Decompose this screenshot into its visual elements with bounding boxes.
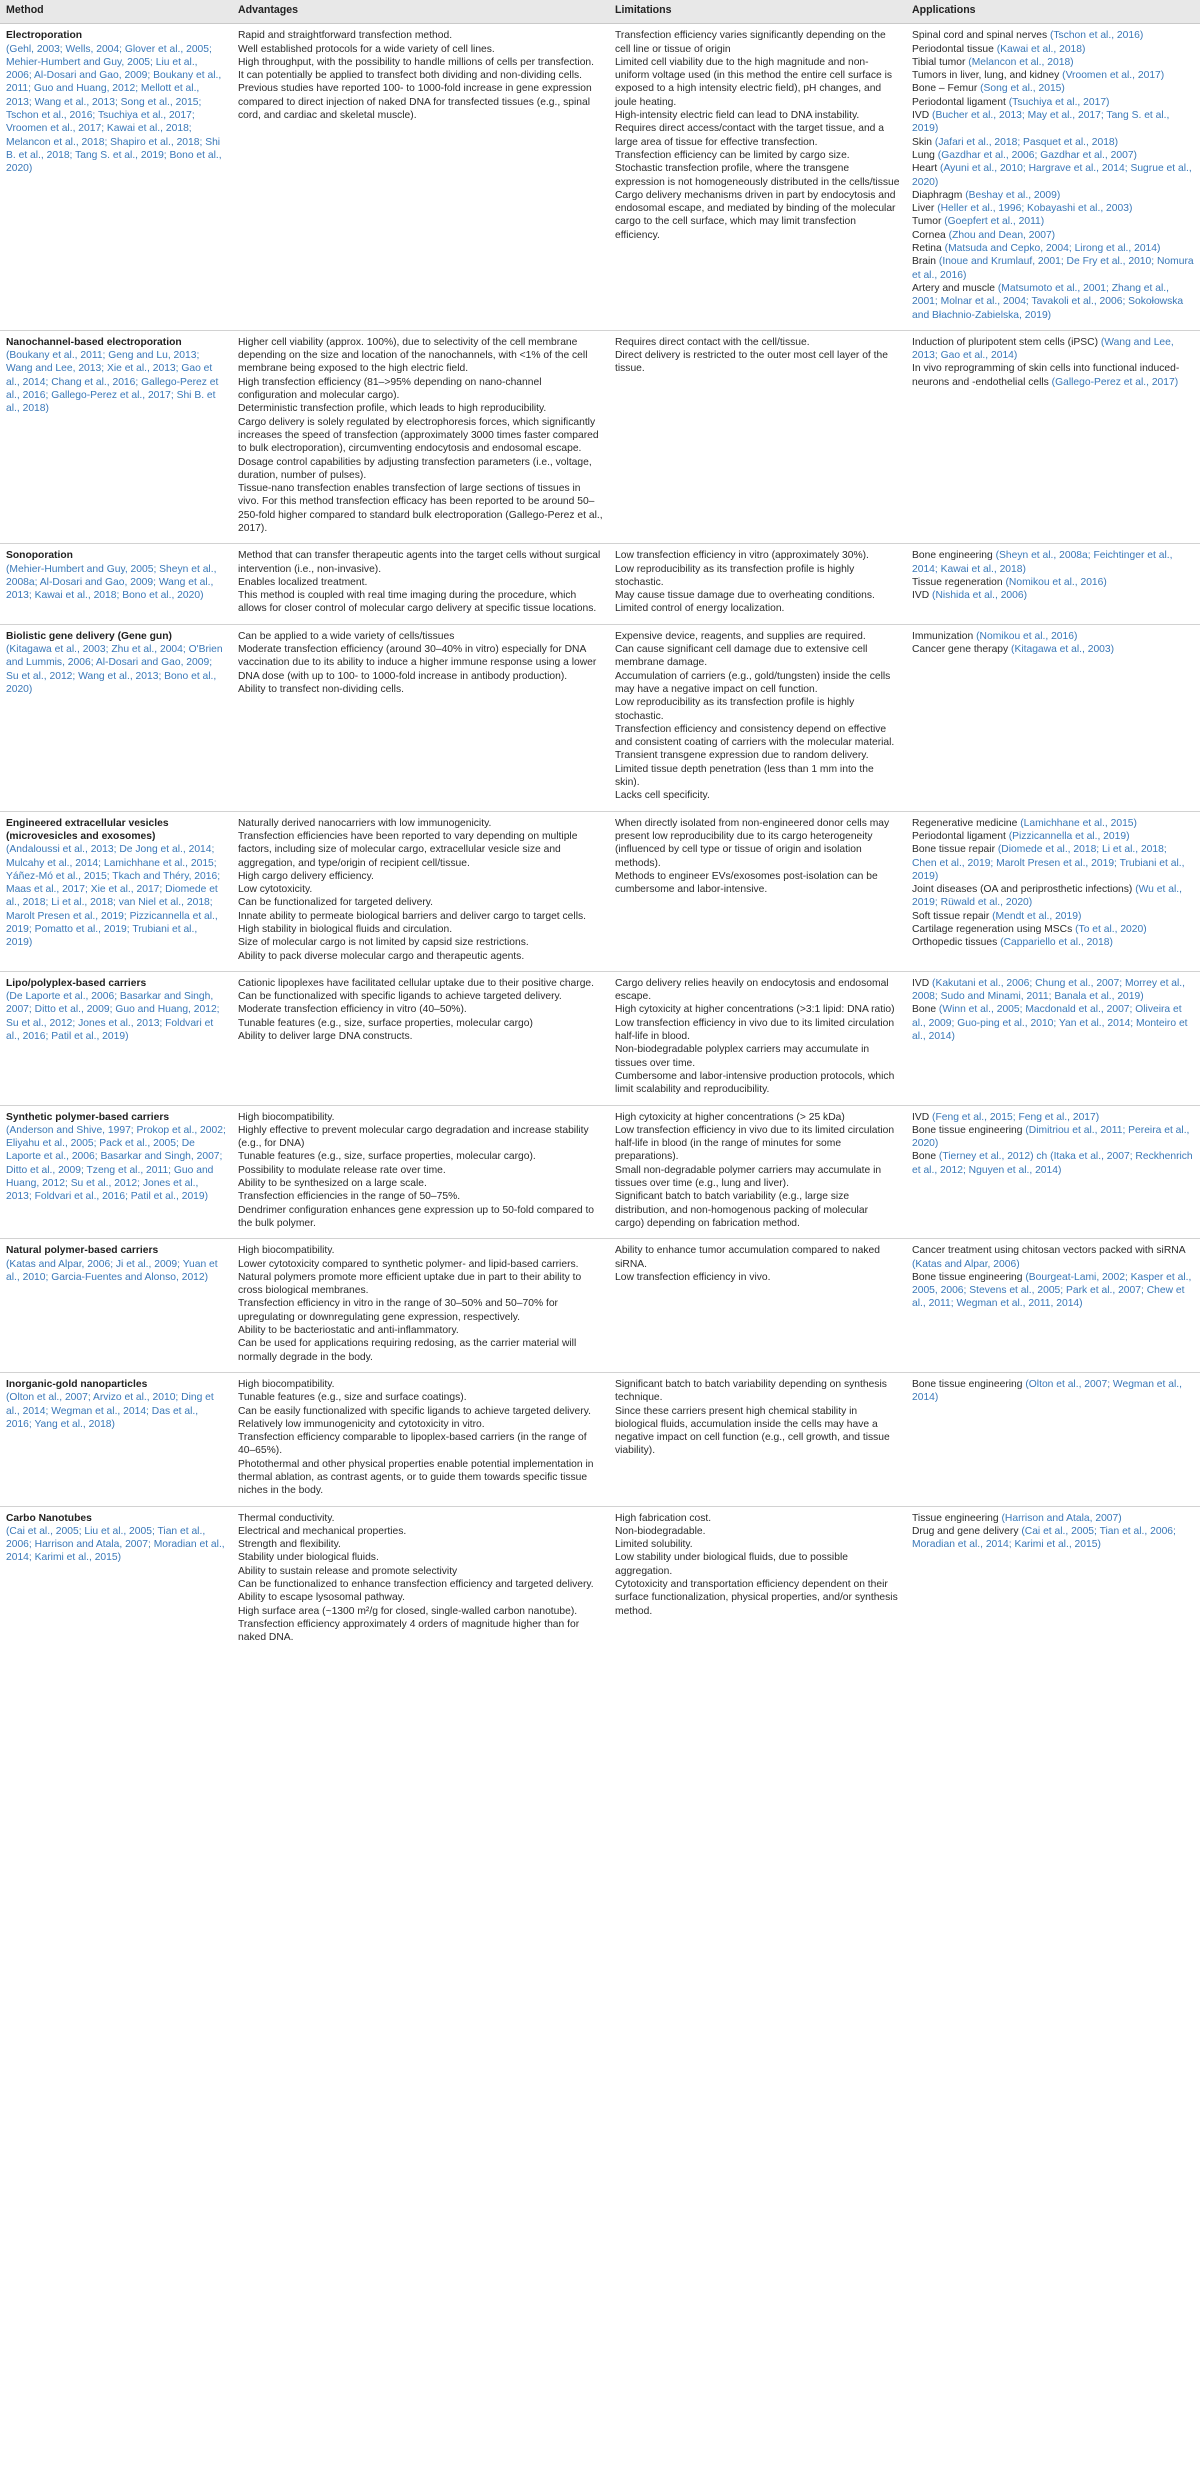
limitations-cell [609, 1372, 906, 1506]
application-name: Cancer treatment using chitosan vectors packed with siRNA [912, 1245, 1185, 1257]
limitations-cell [609, 1105, 906, 1239]
advantage-item: Moderate transfection efficiency in vitro (40–50%). [238, 1004, 467, 1016]
table-row [0, 624, 1200, 811]
application-item [912, 1525, 1194, 1552]
limitation-item: Transfection efficiency can be limited by cargo size. [615, 149, 850, 161]
limitation-item: High cytoxicity at higher concentrations (>3:1 lipid: DNA ratio) [615, 1004, 895, 1016]
application-reference: (Kitagawa et al., 2003) [1011, 644, 1115, 656]
application-name: Skin [912, 136, 935, 148]
advantage-item: Ability to escape lysosomal pathway. [238, 1592, 405, 1604]
method-references: (Anderson and Shive, 1997; Prokop et al., 2002; Eliyahu et al., 2005; Pack et al., 2005; De Laporte et al., 2006; Basarkar and Singh, 2007; Ditto et al., 2009; Tzeng et al., 2011; Guo and Huang, 2012; Su et al., 2012; Jones et al., 2013; Foldvari et al., 2016; Patil et al., 2019) [6, 1124, 226, 1203]
application-reference: (Kawai et al., 2018) [996, 43, 1086, 55]
application-name: Periodontal ligament [912, 96, 1009, 108]
application-name: Cancer gene therapy [912, 644, 1012, 656]
method-cell [0, 624, 232, 811]
application-reference: (Sheyn et al., 2008a; Feichtinger et al., 2014; Kawai et al., 2018) [912, 550, 1173, 575]
application-item [912, 109, 1194, 136]
application-name: Tibial tumor [912, 56, 969, 68]
advantage-item: Can be functionalized for targeted delivery. [238, 897, 433, 909]
application-name: Tumors in liver, lung, and kidney [912, 70, 1063, 82]
limitation-item: Significant batch to batch variability depending on synthesis technique. [615, 1378, 887, 1404]
application-name: Bone engineering [912, 550, 996, 562]
advantage-item: Ability to be synthesized on a large scale. [238, 1178, 427, 1190]
advantages-cell [232, 971, 609, 1105]
application-name: IVD [912, 977, 933, 989]
application-item [912, 1150, 1194, 1177]
application-reference: (Melancon et al., 2018) [968, 56, 1074, 68]
table-row [0, 1105, 1200, 1239]
application-reference: (Nomikou et al., 2016) [976, 630, 1078, 642]
limitation-item: Limited control of energy localization. [615, 603, 785, 615]
application-name: Bone [912, 1151, 939, 1163]
limitations-cell [609, 24, 906, 331]
applications-cell [906, 1506, 1200, 1652]
application-item [912, 630, 1194, 643]
applications-cell [906, 544, 1200, 624]
application-item [912, 189, 1194, 202]
advantage-item: Low cytotoxicity. [238, 884, 313, 896]
method-cell [0, 1372, 232, 1506]
limitation-item: Lacks cell specificity. [615, 790, 710, 802]
advantage-item: Higher cell viability (approx. 100%), due to selectivity of the cell membrane depending on the size and location of the nanochannels, with <1% of the cell membrane being exposed to the high electric field. [238, 336, 588, 375]
advantage-item: Ability to transfect non-dividing cells. [238, 683, 404, 695]
application-name: Lung [912, 149, 938, 161]
limitations-cell [609, 1506, 906, 1652]
advantage-item: Cationic lipoplexes have facilitated cellular uptake due to their positive charge. [238, 977, 595, 989]
application-item [912, 255, 1194, 282]
application-item [912, 883, 1194, 910]
advantage-item: It can potentially be applied to transfect both dividing and non-dividing cells. [238, 70, 583, 82]
application-reference: (Beshay et al., 2009) [965, 189, 1061, 201]
application-name: IVD [912, 590, 933, 602]
method-references: (Katas and Alpar, 2006; Ji et al., 2009; Yuan et al., 2010; Garcia-Fuentes and Alonso, 2012) [6, 1258, 218, 1283]
application-name: Soft tissue repair [912, 910, 993, 922]
limitation-item: Low transfection efficiency in vivo due to its limited circulation half-life in blood. [615, 1017, 895, 1043]
applications-cell [906, 624, 1200, 811]
application-reference: (Gallego-Perez et al., 2017) [1051, 376, 1179, 388]
limitation-item: When directly isolated from non-engineered donor cells may present low reproducibility due to its cargo heterogeneity (influenced by cell type or tissue of origin and isolation methods). [615, 817, 890, 869]
application-item [912, 362, 1194, 389]
method-cell [0, 1239, 232, 1373]
application-reference: (Winn et al., 2005; Macdonald et al., 2007; Oliveira et al., 2009; Guo-ping et al., 2010; Yan et al., 2014; Monteiro et al., 2014) [912, 1004, 1188, 1043]
advantage-item: Transfection efficiency approximately 4 orders of magnitude higher than for naked DNA. [238, 1618, 580, 1644]
advantages-cell [232, 811, 609, 971]
application-item [912, 202, 1194, 215]
application-item [912, 843, 1194, 883]
limitation-item: Non-biodegradable polyplex carriers may accumulate in tissues over time. [615, 1044, 870, 1069]
limitations-cell [609, 330, 906, 543]
application-reference: (Inoue and Krumlauf, 2001; De Fry et al., 2010; Nomura et al., 2016) [912, 256, 1194, 281]
application-reference: (Kakutani et al., 2006; Chung et al., 2007; Morrey et al., 2008; Sudo and Minami, 2011; Banala et al., 2019) [912, 977, 1186, 1003]
application-reference: (Katas and Alpar, 2006) [912, 1258, 1020, 1270]
application-reference: (Tschon et al., 2016) [1049, 30, 1144, 42]
limitation-item: High cytoxicity at higher concentrations (> 25 kDa) [615, 1111, 845, 1123]
application-item [912, 936, 1194, 949]
method-cell [0, 811, 232, 971]
application-item [912, 1244, 1194, 1271]
applications-cell [906, 1239, 1200, 1373]
advantage-item: Method that can transfer therapeutic agents into the target cells without surgical intervention (i.e., non-invasive). [238, 550, 601, 575]
table-row [0, 971, 1200, 1105]
method-references: (Cai et al., 2005; Liu et al., 2005; Tian et al., 2006; Harrison and Atala, 2007; Moradian et al., 2014; Karimi et al., 2015) [6, 1525, 225, 1564]
limitation-item: Low stability under biological fluids, due to possible aggregation. [615, 1552, 848, 1577]
application-item [912, 1271, 1194, 1311]
limitation-item: Since these carriers present high chemical stability in biological fluids, accumulation inside the cells may have a negative impact on cell function (e.g., cell growth, and tissue viability). [615, 1405, 890, 1457]
application-item [912, 82, 1194, 95]
advantage-item: Thermal conductivity. [238, 1512, 335, 1524]
advantage-item: Ability to sustain release and promote selectivity [238, 1565, 458, 1577]
application-item [912, 242, 1194, 255]
advantage-item: Transfection efficiencies in the range of 50–75%. [238, 1191, 461, 1203]
method-name: Electroporation [6, 30, 83, 42]
application-reference: (Matsuda and Cepko, 2004; Lirong et al., 2014) [944, 243, 1161, 255]
limitation-item: Expensive device, reagents, and supplies are required. [615, 630, 866, 642]
advantage-item: High transfection efficiency (81–>95% depending on nano-channel configuration and molecular cargo). [238, 376, 542, 402]
limitation-item: Ability to enhance tumor accumulation compared to naked siRNA. [615, 1245, 881, 1270]
application-item [912, 69, 1194, 82]
application-name: Liver [912, 203, 938, 215]
application-reference: (Nomikou et al., 2016) [1005, 576, 1107, 588]
method-cell [0, 1506, 232, 1652]
application-item [912, 817, 1194, 830]
advantage-item: Highly effective to prevent molecular cargo degradation and increase stability (e.g., for DNA) [238, 1124, 589, 1150]
method-references: (Gehl, 2003; Wells, 2004; Glover et al., 2005; Mehier-Humbert and Guy, 2005; Liu et al., 2006; Al-Dosari and Gao, 2009; Boukany et al., 2011; Guo and Huang, 2012; Mellott et al., 2013; Wang et al., 2013; Song et al., 2015; Tschon et al., 2016; Tsuchiya et al., 2017; Vroomen et al., 2017; Kawai et al., 2018; Melancon et al., 2018; Shapiro et al., 2018; Shi B. et al., 2018; Tang S. et al., 2019; Bono et al., 2020) [6, 43, 222, 175]
method-name: Carbo Nanotubes [6, 1512, 92, 1524]
method-cell [0, 544, 232, 624]
advantage-item: High biocompatibility. [238, 1111, 335, 1123]
application-name: Cornea [912, 229, 949, 241]
application-reference: (Diomede et al., 2018; Li et al., 2018; Chen et al., 2019; Marolt Presen et al., 2019; Trubiani et al., 2019) [912, 844, 1185, 882]
limitation-item: Low reproducibility as its transfection profile is highly stochastic. [615, 563, 855, 588]
advantage-item: High throughput, with the possibility to handle millions of cells per transfection. [238, 56, 595, 68]
application-name: Diaphragm [912, 189, 966, 201]
applications-cell [906, 811, 1200, 971]
advantages-cell [232, 624, 609, 811]
limitations-cell [609, 811, 906, 971]
method-references: (Andaloussi et al., 2013; De Jong et al., 2014; Mulcahy et al., 2014; Lamichhane et al., 2015; Yáñez-Mó et al., 2015; Tkach and Théry, 2016; Maas et al., 2017; Xie et al., 2017; Diomede et al., 2018; Li et al., 2018; van Niel et al., 2018; Marolt Presen et al., 2019; Pizzicannella et al., 2019; Pomatto et al., 2019; Trubiani et al., 2019) [6, 844, 221, 949]
limitation-item: Limited cell viability due to the high magnitude and non-uniform voltage used (in this method the entire cell surface is exposed to a high intensity electric field), pH changes, and joule heating. [615, 56, 893, 108]
advantage-item: Can be used for applications requiring redosing, as the carrier material will normally degrade in the body. [238, 1338, 577, 1363]
table-row [0, 544, 1200, 624]
advantage-item: Naturally derived nanocarriers with low immunogenicity. [238, 817, 492, 829]
method-name: Synthetic polymer-based carriers [6, 1111, 170, 1123]
application-name: Cartilage regeneration using MSCs [912, 924, 1076, 935]
applications-cell [906, 1105, 1200, 1239]
table-header-row [0, 0, 1200, 24]
application-name: In vivo reprogramming of skin cells into functional induced-neurons and -endothelial cells [912, 363, 1180, 388]
advantage-item: Can be easily functionalized with specific ligands to achieve targeted delivery. [238, 1405, 591, 1417]
application-name: Tumor [912, 216, 945, 228]
table-row [0, 1372, 1200, 1506]
application-name: Bone [912, 1004, 939, 1016]
advantage-item: Can be functionalized to enhance transfection efficiency and targeted delivery. [238, 1579, 594, 1591]
application-reference: (Mendt et al., 2019) [992, 910, 1082, 922]
advantage-item: Rapid and straightforward transfection method. [238, 30, 453, 42]
advantage-item: Tissue-nano transfection enables transfection of large sections of tissues in vivo. For this method transfection efficacy has been reported to be around 50–250-fold higher compared to standard bulk electroporation (Gallego-Perez et al., 2017). [238, 483, 603, 534]
table-row [0, 1506, 1200, 1652]
application-name: Retina [912, 243, 945, 255]
limitation-item: Transfection efficiency varies significantly depending on the cell line or tissue of origin [615, 30, 886, 55]
advantages-cell [232, 24, 609, 331]
limitation-item: Requires direct access/contact with the target tissue, and a large area of tissue for effective transfection. [615, 123, 885, 148]
application-name: Immunization [912, 630, 977, 642]
application-name: Drug and gene delivery [912, 1525, 1022, 1537]
advantage-item: Lower cytotoxicity compared to synthetic polymer- and lipid-based carriers. [238, 1258, 579, 1270]
limitation-item: Transfection efficiency and consistency depend on effective and consistent coating of carriers with the molecular material. [615, 723, 895, 749]
advantage-item: High biocompatibility. [238, 1245, 335, 1257]
method-name: Nanochannel-based electroporation [6, 336, 182, 348]
application-reference: (Nishida et al., 2006) [932, 590, 1028, 602]
application-reference: (Ayuni et al., 2010; Hargrave et al., 2014; Sugrue et al., 2020) [912, 163, 1192, 188]
limitation-item: Limited tissue depth penetration (less than 1 mm into the skin). [615, 763, 874, 789]
method-references: (Kitagawa et al., 2003; Zhu et al., 2004; O'Brien and Lummis, 2006; Al-Dosari and Gao, 2009; Su et al., 2012; Wang et al., 2013; Bono et al., 2020) [6, 644, 223, 695]
application-reference: (Matsumoto et al., 2001; Zhang et al., 2001; Molnar et al., 2004; Tavakoli et al., 2006; Sokołowska and Błachnio-Zabielska, 2019) [912, 282, 1184, 321]
application-item [912, 910, 1194, 923]
application-reference: (Wang and Lee, 2013; Gao et al., 2014) [912, 336, 1174, 362]
application-reference: (Dimitriou et al., 2011; Pereira et al., 2020) [912, 1124, 1190, 1150]
advantage-item: Stability under biological fluids. [238, 1552, 379, 1564]
advantage-item: Photothermal and other physical properties enable potential implementation in thermal ablation, as contrast agents, or to guide them towards specific tissue niches in the body. [238, 1458, 594, 1497]
application-item [912, 830, 1194, 843]
method-cell [0, 330, 232, 543]
header-method: Method [0, 0, 232, 24]
advantage-item: Ability to pack diverse molecular cargo and therapeutic agents. [238, 950, 525, 962]
application-reference: (Wu et al., 2019; Rüwald et al., 2020) [912, 884, 1182, 909]
limitations-cell [609, 1239, 906, 1373]
application-name: IVD [912, 1111, 933, 1123]
advantage-item: Well established protocols for a wide variety of cell lines. [238, 43, 495, 55]
method-cell [0, 971, 232, 1105]
advantage-item: High stability in biological fluids and circulation. [238, 924, 453, 935]
application-name: Bone tissue engineering [912, 1271, 1026, 1283]
application-item [912, 589, 1194, 602]
application-name: Regenerative medicine [912, 817, 1021, 829]
application-name: Joint diseases (OA and periprosthetic infections) [912, 884, 1136, 896]
application-name: Periodontal ligament [912, 830, 1009, 842]
advantage-item: Natural polymers promote more efficient uptake due in part to their ability to cross biological membranes. [238, 1271, 582, 1297]
application-name: Bone tissue engineering [912, 1124, 1026, 1136]
limitation-item: Can cause significant cell damage due to extensive cell membrane damage. [615, 644, 868, 669]
application-reference: (Cappariello et al., 2018) [1000, 937, 1113, 949]
application-item [912, 923, 1194, 936]
application-reference: (Tierney et al., 2012) ch (Itaka et al., 2007; Reckhenrich et al., 2012; Nguyen et al., 2014) [912, 1151, 1193, 1176]
application-item [912, 643, 1194, 656]
limitation-item: Transient transgene expression due to random delivery. [615, 750, 869, 762]
limitation-item: Methods to engineer EVs/exosomes post-isolation can be cumbersome and labor-intensive. [615, 870, 878, 896]
application-item [912, 56, 1194, 69]
application-reference: (Bourgeat-Lami, 2002; Kasper et al., 2005, 2006; Stevens et al., 2005; Park et al., 2007; Chew et al., 2011; Wegman et al., 2011, 2014) [912, 1271, 1192, 1310]
advantage-item: This method is coupled with real time imaging during the procedure, which allows for closer control of molecular cargo delivery at specific tissue locations. [238, 590, 597, 615]
table-body [0, 24, 1200, 1653]
application-reference: (To et al., 2020) [1075, 924, 1147, 935]
application-item [912, 29, 1194, 42]
application-item [912, 215, 1194, 228]
limitations-cell [609, 971, 906, 1105]
advantage-item: Dosage control capabilities by adjusting transfection parameters (i.e., voltage, duration, number of pulses). [238, 456, 592, 481]
method-cell [0, 1105, 232, 1239]
header-applications: Applications [906, 0, 1200, 24]
application-reference: (Goepfert et al., 2011) [944, 216, 1045, 228]
method-references: (Olton et al., 2007; Arvizo et al., 2010; Ding et al., 2014; Wegman et al., 2014; Das et al., 2016; Yang et al., 2018) [6, 1392, 214, 1430]
advantage-item: Deterministic transfection profile, which leads to high reproducibility. [238, 403, 547, 415]
method-references: (Boukany et al., 2011; Geng and Lu, 2013; Wang and Lee, 2013; Xie et al., 2013; Gao et al., 2014; Chang et al., 2016; Gallego-Perez et al., 2016; Gallego-Perez et al., 2017; Shi B. et al., 2018) [6, 350, 219, 415]
limitation-item: Cargo delivery mechanisms driven in part by endocytosis and endosomal escape, and mediated by binding of the molecular cargo to the cell surface, which may limit transfection efficiency. [615, 189, 896, 241]
advantage-item: Size of molecular cargo is not limited by capsid size restrictions. [238, 937, 529, 949]
applications-cell [906, 24, 1200, 331]
application-reference: (Lamichhane et al., 2015) [1020, 817, 1137, 829]
application-reference: (Harrison and Atala, 2007) [1001, 1512, 1122, 1524]
advantage-item: Moderate transfection efficiency (around 30–40% in vitro) especially for DNA vaccination due to its ability to induce a higher immune response using a lower DNA dose (with up to 100- to 1000-fold increase in antibody production). [238, 644, 597, 682]
limitation-item: Requires direct contact with the cell/tissue. [615, 336, 810, 348]
advantage-item: Enables localized treatment. [238, 576, 368, 588]
advantage-item: Relatively low immunogenicity and cytotoxicity in vitro. [238, 1418, 485, 1430]
application-item [912, 43, 1194, 56]
limitation-item: Low transfection efficiency in vitro (approximately 30%). [615, 550, 869, 562]
advantage-item: High surface area (~1300 m²/g for closed, single-walled carbon nanotube). [238, 1605, 578, 1617]
application-reference: (Song et al., 2015) [980, 83, 1065, 95]
applications-cell [906, 1372, 1200, 1506]
limitation-item: Cytotoxicity and transportation efficiency dependent on their surface functionalization, physical properties, and/or synthesis method. [615, 1579, 898, 1617]
limitation-item: Cumbersome and labor-intensive production protocols, which limit scalability and reproducibility. [615, 1070, 895, 1096]
application-item [912, 1003, 1194, 1043]
advantage-item: Tunable features (e.g., size, surface properties, molecular cargo) [238, 1017, 533, 1029]
application-name: Periodontal tissue [912, 43, 997, 55]
limitation-item: Small non-degradable polymer carriers may accumulate in tissues over time (e.g., lung and liver). [615, 1164, 882, 1190]
method-name: Inorganic-gold nanoparticles [6, 1378, 148, 1390]
application-item [912, 1378, 1194, 1405]
application-reference: (Feng et al., 2015; Feng et al., 2017) [932, 1111, 1100, 1123]
advantage-item: Ability to deliver large DNA constructs. [238, 1031, 413, 1043]
advantage-item: High cargo delivery efficiency. [238, 870, 374, 882]
application-name: IVD [912, 110, 933, 122]
application-name: Tissue engineering [912, 1512, 1002, 1524]
advantage-item: Possibility to modulate release rate over time. [238, 1164, 446, 1176]
application-reference: (Bucher et al., 2013; May et al., 2017; Tang S. et al., 2019) [912, 110, 1170, 135]
application-item [912, 549, 1194, 576]
limitation-item: Low transfection efficiency in vivo. [615, 1271, 771, 1283]
application-item [912, 229, 1194, 242]
advantage-item: Cargo delivery is solely regulated by electrophoresis forces, which significantly increases the speed of transfection (approximately 3000 times faster compared to bulk electroporation), circumventing endocytosis and endosomal escape. [238, 416, 599, 455]
application-reference: (Cai et al., 2005; Tian et al., 2006; Moradian et al., 2014; Karimi et al., 2015) [912, 1525, 1176, 1551]
header-advantages: Advantages [232, 0, 609, 24]
limitation-item: High-intensity electric field can lead to DNA instability. [615, 110, 860, 122]
application-item [912, 96, 1194, 109]
applications-cell [906, 971, 1200, 1105]
application-item [912, 977, 1194, 1004]
application-name: Orthopedic tissues [912, 937, 1001, 949]
application-item [912, 336, 1194, 363]
table-row [0, 811, 1200, 971]
advantage-item: Transfection efficiency in vitro in the range of 30–50% and 50–70% for upregulating or downregulating gene expression, respectively. [238, 1298, 558, 1323]
application-name: Heart [912, 163, 941, 175]
limitation-item: Low transfection efficiency in vivo due to its limited circulation half-life in blood (in the range of minutes for some preparations). [615, 1124, 895, 1163]
advantage-item: Electrical and mechanical properties. [238, 1525, 407, 1537]
limitation-item: Low reproducibility as its transfection profile is highly stochastic. [615, 697, 855, 722]
advantage-item: Previous studies have reported 100- to 1000-fold increase in gene expression compared to direct injection of naked DNA for transfected tissues (e.g., spinal cord, and cardiac and skeletal muscle). [238, 83, 592, 122]
header-limitations: Limitations [609, 0, 906, 24]
advantages-cell [232, 1506, 609, 1652]
advantages-cell [232, 544, 609, 624]
limitation-item: High fabrication cost. [615, 1512, 712, 1524]
application-name: Brain [912, 256, 939, 268]
advantage-item: Strength and flexibility. [238, 1539, 341, 1551]
application-name: Artery and muscle [912, 282, 998, 294]
advantage-item: Transfection efficiency comparable to lipoplex-based carriers (in the range of 40–65%). [238, 1432, 587, 1457]
application-reference: (Heller et al., 1996; Kobayashi et al., 2003) [937, 203, 1133, 215]
limitation-item: Stochastic transfection profile, where the transgene expression is not homogeneously distributed in the cells/tissue [615, 163, 900, 188]
limitation-item: Significant batch to batch variability (e.g., large size distribution, and non-homogenous packing of molecular cargo) depending on fabrication method. [615, 1191, 869, 1229]
application-item [912, 1124, 1194, 1151]
advantage-item: Dendrimer configuration enhances gene expression up to 50-fold compared to the bulk polymer. [238, 1204, 595, 1229]
advantages-cell [232, 1105, 609, 1239]
table-row [0, 330, 1200, 543]
limitation-item: Accumulation of carriers (e.g., gold/tungsten) inside the cells may have a negative impact on cell function. [615, 670, 891, 695]
limitation-item: May cause tissue damage due to overheating conditions. [615, 590, 875, 602]
advantages-cell [232, 330, 609, 543]
limitation-item: Non-biodegradable. [615, 1525, 706, 1537]
limitations-cell [609, 544, 906, 624]
application-name: Bone tissue repair [912, 844, 998, 856]
advantages-cell [232, 1372, 609, 1506]
limitation-item: Limited solubility. [615, 1539, 693, 1551]
method-cell [0, 24, 232, 331]
applications-cell [906, 330, 1200, 543]
application-name: Bone – Femur [912, 83, 981, 95]
advantage-item: Tunable features (e.g., size, surface properties, molecular cargo). [238, 1151, 536, 1163]
advantage-item: Can be functionalized with specific ligands to achieve targeted delivery. [238, 991, 562, 1003]
advantage-item: High biocompatibility. [238, 1378, 335, 1390]
application-reference: (Tsuchiya et al., 2017) [1008, 96, 1110, 108]
application-item [912, 162, 1194, 189]
application-reference: (Olton et al., 2007; Wegman et al., 2014) [912, 1378, 1182, 1404]
limitations-cell [609, 624, 906, 811]
limitation-item: Cargo delivery relies heavily on endocytosis and endosomal escape. [615, 977, 889, 1003]
method-name: Biolistic gene delivery (Gene gun) [6, 630, 172, 642]
application-reference: (Vroomen et al., 2017) [1062, 70, 1165, 82]
application-item [912, 1512, 1194, 1525]
application-reference: (Gazdhar et al., 2006; Gazdhar et al., 2007) [937, 149, 1137, 161]
application-item [912, 576, 1194, 589]
application-reference: (Zhou and Dean, 2007) [948, 229, 1056, 241]
table-row [0, 24, 1200, 331]
method-references: (Mehier-Humbert and Guy, 2005; Sheyn et al., 2008a; Al-Dosari and Gao, 2009; Wang et al., 2013; Kawai et al., 2018; Bono et al., 2020) [6, 563, 217, 602]
advantage-item: Innate ability to permeate biological barriers and deliver cargo to target cells. [238, 910, 586, 922]
advantage-item: Tunable features (e.g., size and surface coatings). [238, 1392, 467, 1404]
method-name: Engineered extracellular vesicles (microvesicles and exosomes) [6, 817, 169, 842]
application-name: Tissue regeneration [912, 576, 1006, 588]
application-name: Spinal cord and spinal nerves [912, 30, 1050, 42]
advantage-item: Transfection efficiencies have been reported to vary depending on multiple factors, including size of molecular cargo, extracellular vesicle size and aggregation, and type/origin of recipient cell/tissue. [238, 830, 578, 869]
application-name: Bone tissue engineering [912, 1378, 1026, 1390]
application-item [912, 136, 1194, 149]
method-name: Sonoporation [6, 550, 73, 562]
method-references: (De Laporte et al., 2006; Basarkar and Singh, 2007; Ditto et al., 2009; Guo and Huang, 2012; Su et al., 2012; Jones et al., 2013; Foldvari et al., 2016; Patil et al., 2019) [6, 991, 220, 1043]
method-name: Lipo/polyplex-based carriers [6, 977, 147, 989]
application-item [912, 1111, 1194, 1124]
advantage-item: Can be applied to a wide variety of cells/tissues [238, 630, 455, 642]
application-item [912, 282, 1194, 322]
application-item [912, 149, 1194, 162]
advantage-item: Ability to be bacteriostatic and anti-inflammatory. [238, 1325, 459, 1337]
method-name: Natural polymer-based carriers [6, 1245, 159, 1257]
table-row [0, 1239, 1200, 1373]
advantages-cell [232, 1239, 609, 1373]
application-reference: (Jafari et al., 2018; Pasquet et al., 2018) [934, 136, 1119, 148]
application-name: Induction of pluripotent stem cells (iPSC) [912, 336, 1101, 348]
limitation-item: Direct delivery is restricted to the outer most cell layer of the tissue. [615, 350, 888, 375]
application-reference: (Pizzicannella et al., 2019) [1008, 830, 1130, 842]
